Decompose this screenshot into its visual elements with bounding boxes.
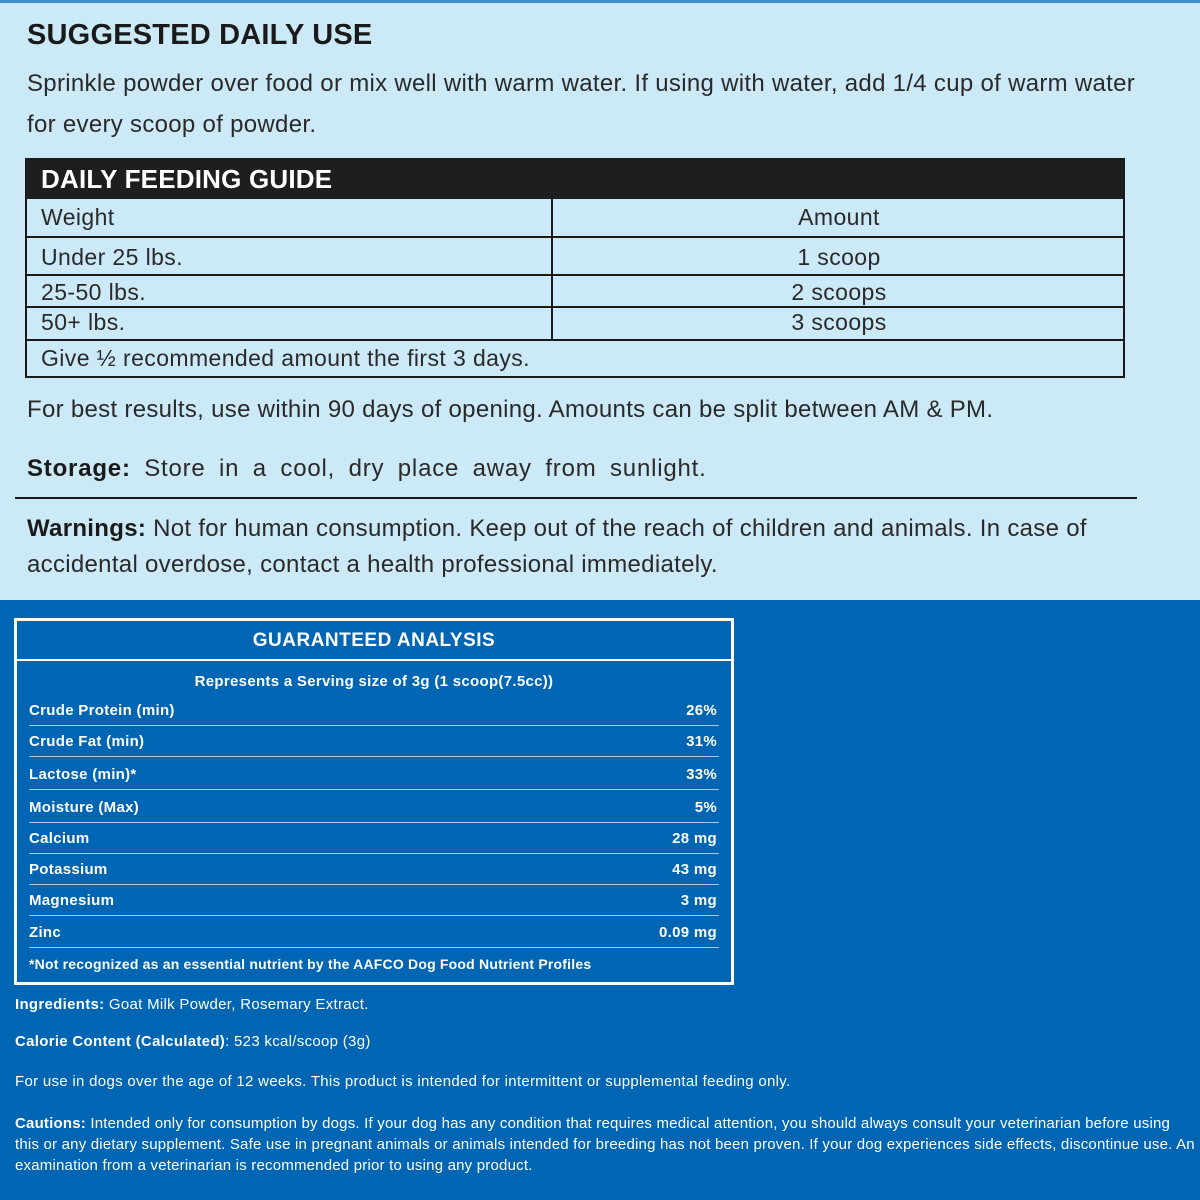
amount-column-header: Amount bbox=[551, 199, 1125, 236]
nutrient-name: Potassium bbox=[29, 861, 108, 878]
storage-label: Storage: bbox=[27, 455, 131, 482]
table-row bbox=[29, 885, 719, 916]
cautions-label: Cautions: bbox=[15, 1115, 86, 1132]
serving-size: Represents a Serving size of 3g (1 scoop(7.5cc)) bbox=[194, 673, 554, 690]
weight-cell: 50+ lbs. bbox=[41, 309, 126, 335]
storage-line bbox=[27, 455, 707, 483]
weight-column-header: Weight bbox=[41, 204, 115, 230]
feeding-guide-title: DAILY FEEDING GUIDE bbox=[27, 160, 1123, 199]
nutrient-value: 0.09 mg bbox=[659, 924, 717, 941]
weight-cell: 25-50 lbs. bbox=[41, 279, 147, 305]
table-row bbox=[29, 792, 719, 823]
directions-heading: SUGGESTED DAILY USE bbox=[27, 19, 373, 51]
nutrient-name: Calcium bbox=[29, 830, 90, 847]
table-header-row bbox=[27, 199, 1123, 238]
warnings-paragraph bbox=[27, 511, 1167, 583]
feeding-guide-note: Give ½ recommended amount the first 3 days. bbox=[41, 345, 530, 371]
weight-cell: Under 25 lbs. bbox=[41, 244, 183, 270]
usage-text: For use in dogs over the age of 12 weeks. This product is intended for intermittent or supplemental feeding only. bbox=[15, 1073, 791, 1090]
nutrient-value: 33% bbox=[686, 766, 717, 783]
ingredients-line bbox=[15, 996, 369, 1013]
nutrient-name: Crude Protein (min) bbox=[29, 702, 175, 719]
directions-intro: Sprinkle powder over food or mix well with warm water. If using with water, add 1/4 cup of warm water for every scoop of powder. bbox=[27, 70, 1136, 138]
amount-cell: 1 scoop bbox=[551, 238, 1125, 274]
nutrient-value: 5% bbox=[694, 799, 717, 816]
nutrient-value: 31% bbox=[686, 733, 717, 750]
table-row bbox=[29, 726, 719, 757]
ingredients-label: Ingredients: bbox=[15, 996, 105, 1013]
table-row bbox=[29, 823, 719, 854]
cautions-paragraph bbox=[15, 1113, 1195, 1176]
divider bbox=[15, 497, 1137, 499]
table-row bbox=[27, 276, 1123, 308]
cautions-text: Intended only for consumption by dogs. If your dog has any condition that requires medical attention, you should always consult your veterinarian before using this or any dietary supplement. Safe use in pregnant animals or animals intended for breeding has not been proven. If your dog experiences side effects, discontinue use. An examination from a veterinarian is recommended prior to using any product. bbox=[15, 1115, 1195, 1174]
table-row bbox=[29, 695, 719, 726]
warnings-text: Not for human consumption. Keep out of the reach of children and animals. In case of accidental overdose, contact a health professional immediately. bbox=[27, 515, 1087, 578]
nutrient-name: Crude Fat (min) bbox=[29, 733, 145, 750]
nutrient-value: 26% bbox=[686, 702, 717, 719]
storage-text: Store in a cool, dry place away from sunlight. bbox=[144, 455, 707, 482]
nutrient-name: Zinc bbox=[29, 924, 62, 941]
nutrient-name: Lactose (min)* bbox=[29, 766, 137, 783]
table-row bbox=[29, 759, 719, 790]
nutrient-value: 43 mg bbox=[672, 861, 717, 878]
table-row bbox=[29, 917, 719, 948]
nutrient-value: 28 mg bbox=[672, 830, 717, 847]
nutrient-value: 3 mg bbox=[680, 892, 717, 909]
table-row bbox=[27, 238, 1123, 276]
warnings-label: Warnings: bbox=[27, 515, 147, 542]
analysis-title: GUARANTEED ANALYSIS bbox=[17, 621, 731, 661]
table-row bbox=[29, 854, 719, 885]
feeding-guide-table bbox=[25, 158, 1125, 378]
analysis-footnote: *Not recognized as an essential nutrient by the AAFCO Dog Food Nutrient Profiles bbox=[29, 956, 592, 972]
calorie-text: : 523 kcal/scoop (3g) bbox=[225, 1033, 371, 1050]
nutrient-name: Magnesium bbox=[29, 892, 115, 909]
calorie-label: Calorie Content (Calculated) bbox=[15, 1033, 226, 1050]
ingredients-text: Goat Milk Powder, Rosemary Extract. bbox=[108, 996, 369, 1013]
best-results-text: For best results, use within 90 days of opening. Amounts can be split between AM & PM. bbox=[27, 396, 994, 423]
calorie-line bbox=[15, 1033, 371, 1050]
table-row bbox=[27, 308, 1123, 341]
amount-cell: 3 scoops bbox=[551, 308, 1125, 339]
amount-cell: 2 scoops bbox=[551, 276, 1125, 306]
guaranteed-analysis-box bbox=[14, 618, 734, 985]
nutrient-name: Moisture (Max) bbox=[29, 799, 140, 816]
